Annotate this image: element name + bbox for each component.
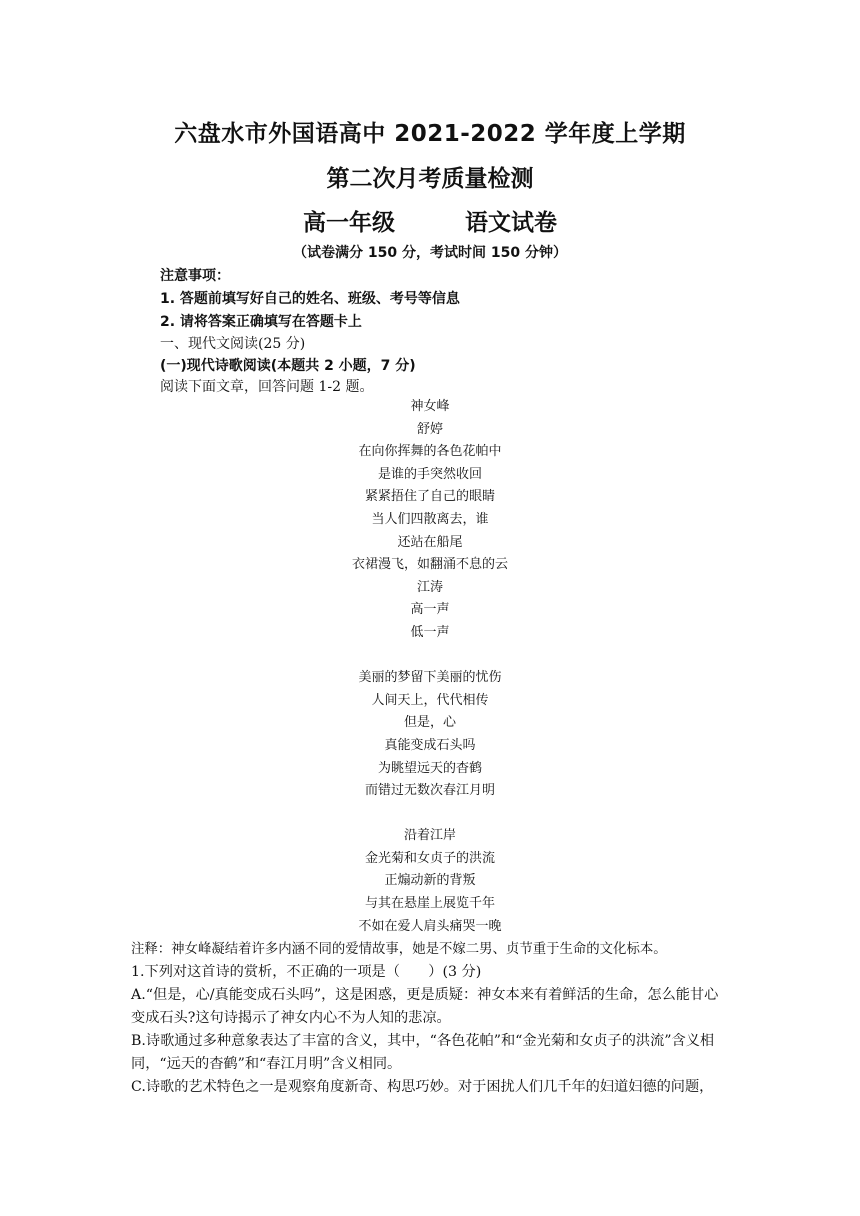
notice-heading: 注意事项： xyxy=(160,268,230,284)
poem-line: 在向你挥舞的各色花帕中 xyxy=(358,444,502,460)
subject-label: 语文试卷 xyxy=(465,210,557,236)
poem-line: 是谁的手突然收回 xyxy=(377,466,482,482)
poem-line: 不如在爱人肩头痛哭一晚 xyxy=(358,918,502,934)
poem-line: 当人们四散离去，谁 xyxy=(371,511,489,527)
question-1-option-b: B.诗歌通过多种意象表达了丰富的含义，其中，“各色花帕”和“金光菊和女贞子的洪流”含义相同，“远天的杳鹤”和“春江月明”含义相同。 xyxy=(131,1033,715,1072)
question-1-stem: 1.下列对这首诗的赏析，不正确的一项是（ ）(3 分) xyxy=(131,964,482,980)
poem xyxy=(0,396,860,938)
poem-line: 美丽的梦留下美丽的忧伤 xyxy=(358,670,502,686)
poem-title: 神女峰 xyxy=(410,399,450,414)
reading-instruction: 阅读下面文章，回答问题 1-2 题。 xyxy=(160,379,374,395)
question-1-option-a: A.“但是，心/真能变成石头吗”，这是困惑，更是质疑：神女本来有着鲜活的生命，怎么能甘心变成石头?这句诗揭示了神女内心不为人知的悲凉。 xyxy=(131,987,719,1026)
subsection-heading: (一)现代诗歌阅读(本题共 2 小题，7 分) xyxy=(160,358,416,374)
exam-subtitle: 第二次月考质量检测 xyxy=(326,166,534,192)
poem-line: 衣裙漫飞，如翻涌不息的云 xyxy=(351,557,508,573)
grade-subject-line xyxy=(0,204,860,237)
section-heading: 一、现代文阅读(25 分) xyxy=(160,336,306,352)
poem-line: 金光菊和女贞子的洪流 xyxy=(364,850,495,866)
grade-label: 高一年级 xyxy=(303,210,395,236)
poem-line: 低一声 xyxy=(410,624,450,640)
poem-line: 正煽动新的背叛 xyxy=(384,873,476,889)
poem-annotation: 注释：神女峰凝结着许多内涵不同的爱情故事，她是不嫁二男、贞节重于生命的文化标本。 xyxy=(131,942,667,957)
poem-line: 江涛 xyxy=(416,579,443,595)
poem-line: 人间天上，代代相传 xyxy=(371,692,489,708)
question-1-option-c: C.诗歌的艺术特色之一是观察角度新奇、构思巧妙。对于困扰人们几千年的妇道妇德的问题， xyxy=(131,1079,714,1095)
exam-info: （试卷满分 150 分，考试时间 150 分钟） xyxy=(293,245,567,261)
poem-line: 真能变成石头吗 xyxy=(384,737,476,753)
poem-line: 还站在船尾 xyxy=(397,534,463,550)
poem-line: 为眺望远天的杳鹤 xyxy=(377,760,482,776)
notice-item-1: 1. 答题前填写好自己的姓名、班级、考号等信息 xyxy=(160,291,460,307)
poem-line: 沿着江岸 xyxy=(403,828,456,844)
poem-author: 舒婷 xyxy=(416,421,443,437)
notice-item-2: 2. 请将答案正确填写在答题卡上 xyxy=(160,314,362,330)
stanza-break xyxy=(0,645,860,668)
stanza-break xyxy=(0,803,860,826)
poem-line: 与其在悬崖上展览千年 xyxy=(364,896,495,912)
poem-line: 紧紧捂住了自己的眼睛 xyxy=(364,489,495,505)
poem-line: 高一声 xyxy=(410,602,450,618)
poem-line: 而错过无数次春江月明 xyxy=(364,783,495,799)
exam-title: 六盘水市外国语高中 2021-2022 学年度上学期 xyxy=(174,121,686,147)
poem-line: 但是，心 xyxy=(403,715,456,731)
